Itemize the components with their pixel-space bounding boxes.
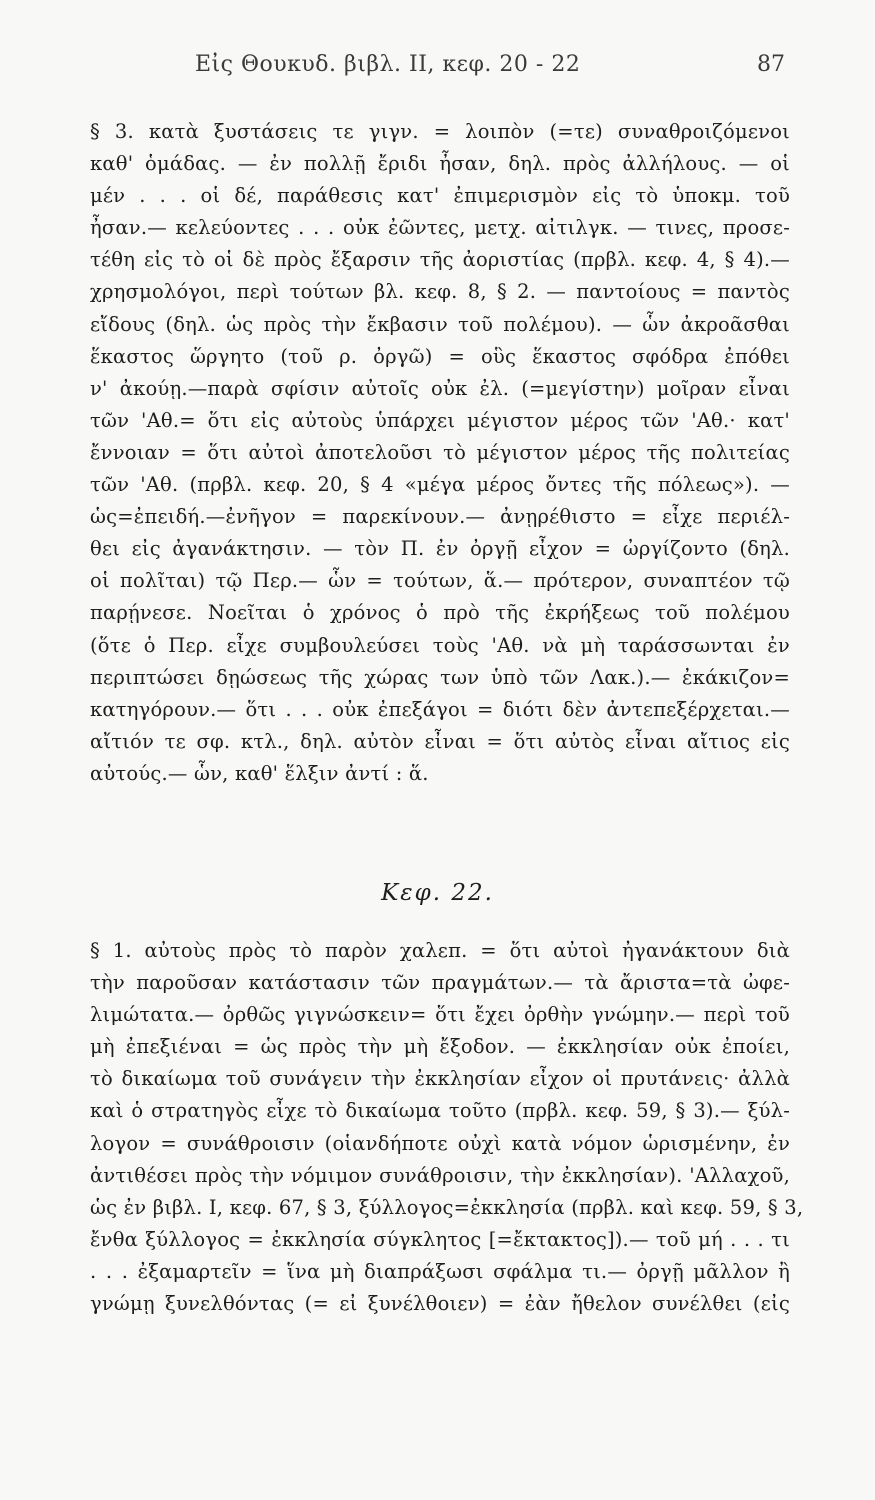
text-line: . . . ἐξαμαρτεῖν = ἵνα μὴ διαπράξωσι σφάλμα τι.— ὀργῇ μᾶλλον ἢ: [90, 1259, 790, 1283]
text-line: αἴτιόν τε σφ. κτλ., δηλ. αὐτὸν εἶναι = ὅτι αὐτὸς εἶναι αἴτιος εἰς: [90, 729, 790, 753]
text-line: ὡς ἐν βιβλ. Ι, κεφ. 67, § 3, ξύλλογος=ἐκκλησία (πρβλ. καὶ κεφ. 59, § 3,: [90, 1195, 804, 1219]
text-line: περιπτώσει δῃώσεως τῆς χώρας των ὑπὸ τῶν Λακ.).— ἐκάκιζον=: [90, 665, 790, 689]
text-line: τὸ δικαίωμα τοῦ συνάγειν τὴν ἐκκλησίαν εἶχον οἱ πρυτάνεις· ἀλλὰ: [90, 1067, 790, 1091]
text-line: λιμώτατα.— ὀρθῶς γιγνώσκειν= ὅτι ἔχει ὀρθὴν γνώμην.— περὶ τοῦ: [90, 1003, 790, 1027]
running-title: Εἰς Θουκυδ. βιβλ. ΙΙ, κεφ. 20 - 22: [195, 52, 581, 77]
text-line: χρησμολόγοι, περὶ τούτων βλ. κεφ. 8, § 2. — παντοίους = παντὸς: [90, 280, 790, 304]
text-line: τῶν 'Αθ.= ὅτι εἰς αὐτοὺς ὑπάρχει μέγιστον μέρος τῶν 'Αθ.· κατ': [90, 408, 790, 432]
text-line: § 3. κατὰ ξυστάσεις τε γιγν. = λοιπὸν (=τε) συναθροιζόμενοι: [90, 120, 790, 143]
text-line: τὴν παροῦσαν κατάστασιν τῶν πραγμάτων.— τὰ ἄριστα=τὰ ὠφε-: [90, 971, 790, 995]
text-line: μέν . . . οἱ δέ, παράθεσις κατ' ἐπιμερισμὸν εἰς τὸ ὑποκμ. τοῦ: [90, 184, 790, 208]
page-number: 87: [757, 52, 785, 77]
chapter-heading: Κεφ. 22.: [381, 880, 494, 906]
text-line: παρῄνεσε. Νοεῖται ὁ χρόνος ὁ πρὸ τῆς ἐκρήξεως τοῦ πολέμου: [90, 601, 790, 625]
text-line: καθ' ὁμάδας. — ἐν πολλῇ ἔριδι ἦσαν, δηλ. πρὸς ἀλλήλους. — οἱ: [90, 152, 790, 176]
text-line: τέθη εἰς τὸ οἱ δὲ πρὸς ἔξαρσιν τῆς ἀοριστίας (πρβλ. κεφ. 4, § 4).—: [90, 248, 790, 272]
text-line: ἔννοιαν = ὅτι αὐτοὶ ἀποτελοῦσι τὸ μέγιστον μέρος τῆς πολιτείας: [90, 440, 790, 464]
text-line: καὶ ὁ στρατηγὸς εἶχε τὸ δικαίωμα τοῦτο (πρβλ. κεφ. 59, § 3).— ξύλ-: [90, 1099, 790, 1123]
text-line: ἀντιθέσει πρὸς τὴν νόμιμον συνάθροισιν, τὴν ἐκκλησίαν). 'Αλλαχοῦ,: [90, 1163, 790, 1187]
commentary-block-chapter-21: [90, 116, 790, 790]
text-line: (ὅτε ὁ Περ. εἶχε συμβουλεύσει τοὺς 'Αθ. νὰ μὴ ταράσσωνται ἐν: [90, 633, 790, 657]
text-line: κατηγόρουν.— ὅτι . . . οὐκ ἐπεξάγοι = διότι δὲν ἀντεπεξέρχεται.—: [90, 697, 790, 721]
text-line: γνώμῃ ξυνελθόντας (= εἰ ξυνέλθοιεν) = ἐὰν ἤθελον συνέλθει (εἰς: [90, 1292, 790, 1316]
commentary-block-chapter-22: [90, 935, 804, 1320]
text-line: ἕκαστος ὥργητο (τοῦ ρ. ὀργῶ) = οὓς ἕκαστος σφόδρα ἐπόθει: [90, 344, 790, 368]
page-header: [195, 52, 785, 92]
text-line: ὡς=ἐπειδή.—ἐνῆγον = παρεκίνουν.— ἀνῃρέθιστο = εἶχε περιέλ-: [90, 505, 790, 529]
text-line: αὐτούς.— ὧν, καθ' ἕλξιν ἀντί : ἅ.: [90, 761, 429, 785]
text-line: οἱ πολῖται) τῷ Περ.— ὧν = τούτων, ἅ.— πρότερον, συναπτέον τῷ: [90, 569, 790, 593]
text-line: τῶν 'Αθ. (πρβλ. κεφ. 20, § 4 «μέγα μέρος ὄντες τῆς πόλεως»). —: [90, 473, 790, 497]
text-line: θει εἰς ἀγανάκτησιν. — τὸν Π. ἐν ὀργῇ εἶχον = ὠργίζοντο (δηλ.: [90, 537, 790, 561]
text-line: λογον = συνάθροισιν (οἱανδήποτε οὐχὶ κατὰ νόμον ὡρισμένην, ἐν: [90, 1131, 790, 1155]
text-line: ν' ἀκούῃ.—παρὰ σφίσιν αὐτοῖς οὐκ ἐλ. (=μεγίστην) μοῖραν εἶναι: [90, 376, 790, 400]
text-line: ἦσαν.— κελεύοντες . . . οὐκ ἐῶντες, μετχ. αἰτιλγκ. — τινες, προσε-: [90, 216, 790, 240]
text-line: ἔνθα ξύλλογος = ἐκκλησία σύγκλητος [=ἔκτακτος]).— τοῦ μή . . . τι: [90, 1227, 790, 1251]
text-line: μὴ ἐπεξιέναι = ὡς πρὸς τὴν μὴ ἔξοδον. — ἐκκλησίαν οὐκ ἐποίει,: [90, 1035, 790, 1059]
text-line: § 1. αὐτοὺς πρὸς τὸ παρὸν χαλεπ. = ὅτι αὐτοὶ ἠγανάκτουν διὰ: [90, 939, 790, 962]
text-line: εἴδους (δηλ. ὡς πρὸς τὴν ἔκβασιν τοῦ πολέμου). — ὧν ἀκροᾶσθαι: [90, 312, 790, 336]
